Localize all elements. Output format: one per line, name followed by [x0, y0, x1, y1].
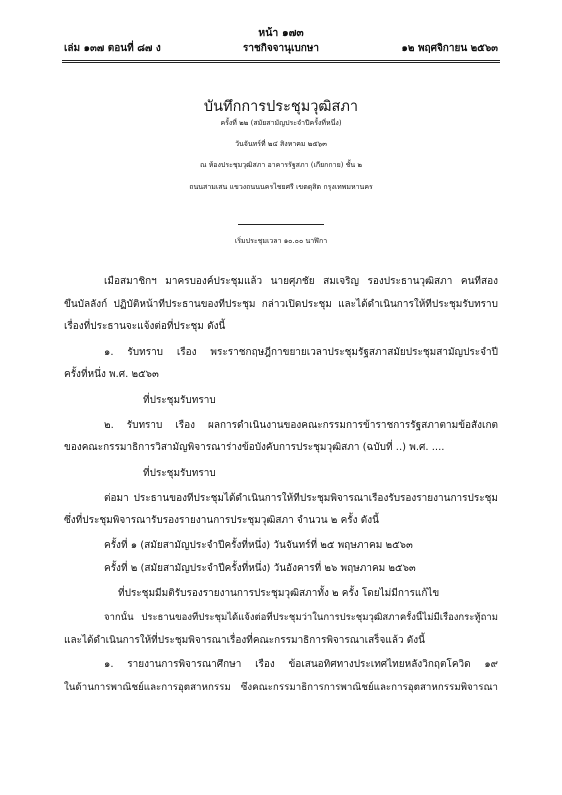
acknowledgement-1: ที่ประชุมรับทราบ [143, 395, 216, 406]
report-item-1: ๑. รายงานการพิจารณาศึกษา เรื่อง ข้อเสนอทิศทางประเทศไทยหลังวิกฤตโควิด ๑๙ [104, 659, 498, 670]
paragraph-intro: เมื่อสมาชิกฯ มาครบองค์ประชุมแล้ว นายศุภชัย สมเจริญ รองประธานวุฒิสภา คนที่สอง [104, 276, 498, 287]
title-divider [238, 224, 324, 225]
gazette-name: ราชกิจจานุเบกษา [242, 43, 320, 54]
paragraph-minutes: ต่อมา ประธานของที่ประชุมได้ดำเนินการให้ที่ประชุมพิจารณาเรื่องรับรองรายงานการประชุม [104, 493, 498, 504]
meeting-place: ณ ห้องประชุมวุฒิสภา อาคารรัฐสภา (เกียกกาย) ชั้น ๒ [199, 161, 363, 169]
volume-issue: เล่ม ๑๓๗ ตอนที่ ๘๗ ง [64, 43, 161, 54]
gazette-header [64, 41, 498, 57]
meeting-address: ถนนสามเสน แขวงถนนนครไชยศรี เขตดุสิต กรุงเทพมหานคร [189, 183, 373, 191]
paragraph-intro: เรื่องที่ประธานจะแจ้งต่อที่ประชุม ดังนี้ [64, 321, 226, 332]
agenda-item-2: ของคณะกรรมาธิการวิสามัญพิจารณาร่างข้อบังคับการประชุมวุฒิสภา (ฉบับที่ ..) พ.ศ. .... [64, 442, 445, 453]
session-number: ครั้งที่ ๒๒ (สมัยสามัญประจำปีครั้งที่หนึ่ง) [220, 119, 342, 127]
agenda-item-2: ๒. รับทราบ เรื่อง ผลการดำเนินงานของคณะกรรมการข้าราชการรัฐสภาตามข้อสังเกต [104, 420, 498, 431]
minutes-entry-2: ครั้งที่ ๒ (สมัยสามัญประจำปีครั้งที่หนึ่ง) วันอังคารที่ ๒๖ พฤษภาคม ๒๕๖๓ [104, 563, 416, 574]
minutes-resolution: ที่ประชุมมีมติรับรองรายงานการประชุมวุฒิสภาทั้ง ๒ ครั้ง โดยไม่มีการแก้ไข [118, 588, 440, 599]
meeting-date: วันจันทร์ที่ ๒๔ สิงหาคม ๒๕๖๓ [235, 140, 327, 148]
minutes-entry-1: ครั้งที่ ๑ (สมัยสามัญประจำปีครั้งที่หนึ่ง) วันจันทร์ที่ ๒๕ พฤษภาคม ๒๕๖๓ [104, 540, 413, 551]
start-time: เริ่มประชุมเวลา ๑๐.๐๐ นาฬิกา [234, 237, 328, 245]
acknowledgement-2: ที่ประชุมรับทราบ [143, 468, 216, 479]
agenda-item-1: ครั้งที่หนึ่ง พ.ศ. ๒๕๖๓ [64, 369, 159, 380]
header-divider [62, 60, 500, 63]
paragraph-next: และได้ดำเนินการให้ที่ประชุมพิจารณาเรื่องที่คณะกรรมาธิการพิจารณาเสร็จแล้ว ดังนี้ [64, 635, 425, 646]
report-item-1: ในด้านการพาณิชย์และการอุตสาหกรรม ซึ่งคณะกรรมาธิการการพาณิชย์และการอุตสาหกรรมพิจารณา [64, 682, 498, 693]
agenda-item-1: ๑. รับทราบ เรื่อง พระราชกฤษฎีกาขยายเวลาประชุมรัฐสภาสมัยประชุมสามัญประจำปี [104, 347, 498, 358]
paragraph-minutes: ซึ่งที่ประชุมพิจารณารับรองรายงานการประชุมวุฒิสภา จำนวน ๒ ครั้ง ดังนี้ [64, 515, 379, 526]
document-title: บันทึกการประชุมวุฒิสภา [203, 99, 359, 115]
paragraph-intro: ขึ้นบัลลังก์ ปฏิบัติหน้าที่ประธานของที่ประชุม กล่าวเปิดประชุม และได้ดำเนินการให้ที่ประชุมรับทราบ [64, 299, 498, 310]
page-number: หน้า ๑๗๓ [258, 27, 304, 39]
publication-date: ๑๒ พฤศจิกายน ๒๕๖๓ [401, 43, 498, 54]
paragraph-next: จากนั้น ประธานของที่ประชุมได้แจ้งต่อที่ประชุมว่าในการประชุมวุฒิสภาครั้งนี้ไม่มีเรื่องกระทู้ถาม [104, 612, 498, 623]
